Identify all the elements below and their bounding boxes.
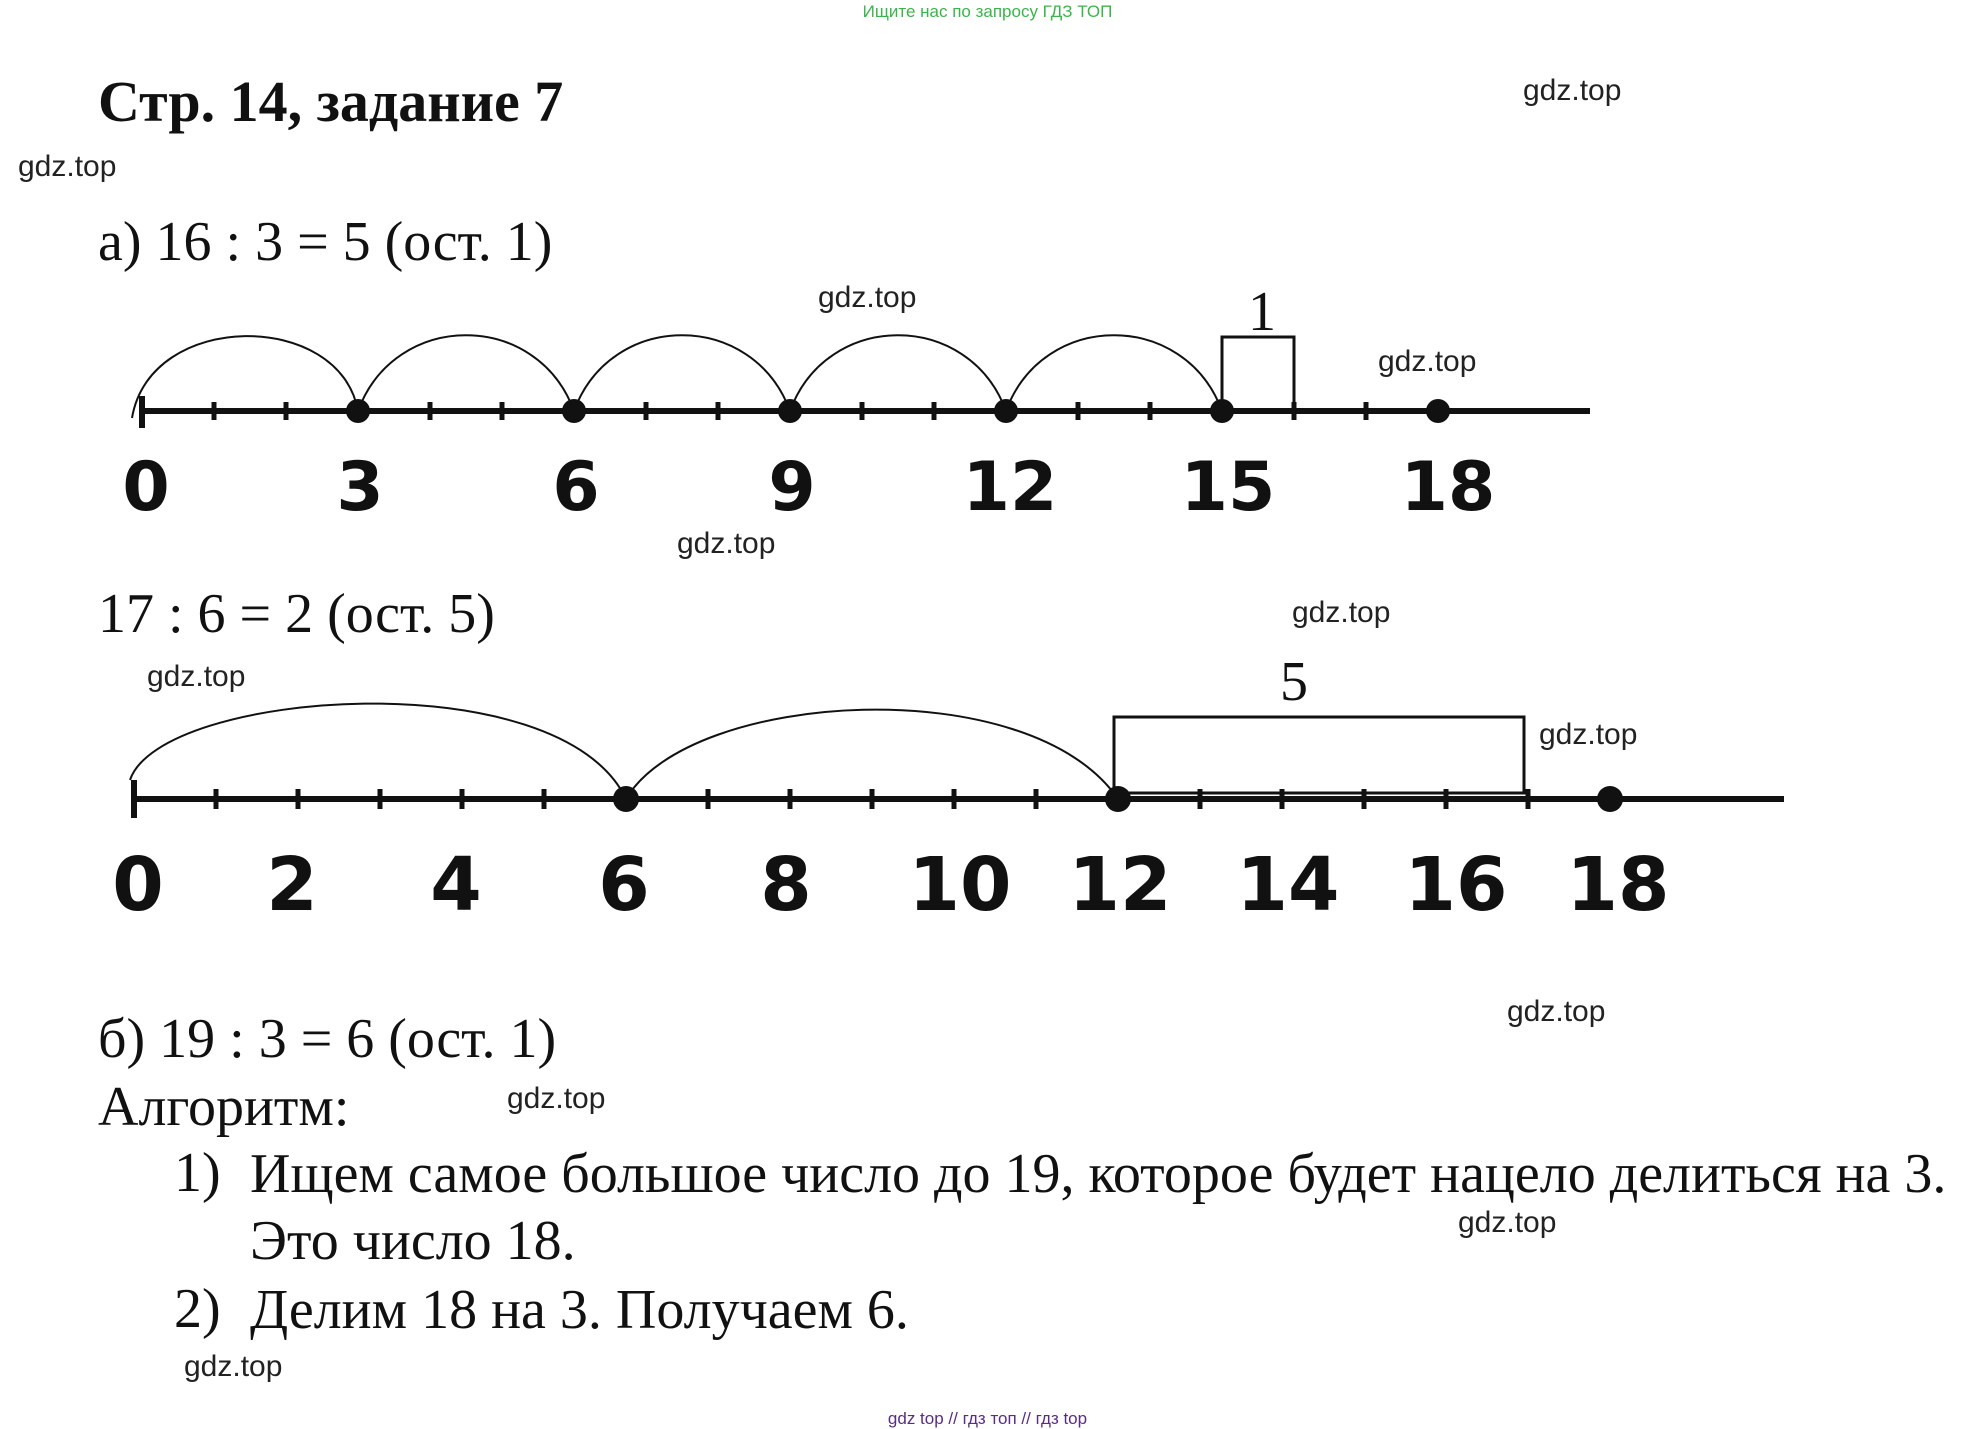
line-b-label-10: 10 (908, 842, 1012, 928)
line-b-label-14: 14 (1236, 842, 1340, 928)
algorithm-heading: Алгоритм: (98, 1076, 350, 1138)
number-line-a-labels (122, 448, 1495, 527)
remainder-label-a: 1 (1248, 281, 1276, 343)
step-1-text: Ищем самое большое число до 19, которое будет нацело делиться на 3. Это число 18. (250, 1143, 1947, 1272)
watermark: gdz.top (818, 281, 917, 314)
line-b-label-0: 0 (112, 842, 164, 928)
number-line-a-points (346, 399, 1450, 423)
step-2-number: 2) (174, 1278, 221, 1340)
line-a-label-12: 12 (962, 448, 1058, 527)
watermark: gdz.top (1539, 718, 1638, 751)
watermark: gdz.top (1292, 596, 1391, 629)
watermark: gdz.top (18, 150, 117, 183)
line-b-label-12: 12 (1068, 842, 1172, 928)
line-a-label-15: 15 (1180, 448, 1276, 527)
equation-b: б) 19 : 3 = 6 (ост. 1) (98, 1008, 557, 1070)
line-b-label-18: 18 (1566, 842, 1670, 928)
line-a-label-18: 18 (1400, 448, 1496, 527)
step-2-text: Делим 18 на 3. Получаем 6. (250, 1279, 909, 1341)
watermark: gdz.top (507, 1082, 606, 1115)
line-b-label-2: 2 (266, 842, 318, 928)
watermark: gdz.top (1523, 74, 1622, 107)
line-b-label-4: 4 (430, 842, 482, 928)
number-line-a-axis (142, 396, 1590, 428)
remainder-box-b (1114, 717, 1524, 793)
remainder-label-b: 5 (1280, 651, 1308, 713)
line-a-label-3: 3 (336, 448, 384, 527)
number-line-b-axis (134, 780, 1784, 818)
step-1-number: 1) (174, 1142, 221, 1204)
line-b-label-6: 6 (598, 842, 650, 928)
line-a-label-0: 0 (122, 448, 170, 527)
number-line-a-arcs (132, 335, 1222, 418)
watermark: gdz.top (147, 660, 246, 693)
line-a-label-6: 6 (552, 448, 600, 527)
line-b-label-8: 8 (760, 842, 812, 928)
line-a-label-9: 9 (768, 448, 816, 527)
watermark: gdz.top (184, 1350, 283, 1383)
equation-a2: 17 : 6 = 2 (ост. 5) (98, 583, 495, 645)
number-line-b-labels (112, 842, 1669, 928)
watermark: gdz.top (677, 527, 776, 560)
page-title: Стр. 14, задание 7 (98, 69, 564, 134)
number-line-b-arcs (130, 704, 1118, 799)
line-b-label-16: 16 (1404, 842, 1508, 928)
watermark: gdz.top (1507, 995, 1606, 1028)
remainder-box-a (1222, 337, 1294, 411)
watermark: gdz.top (1458, 1206, 1557, 1239)
watermark: gdz.top (1378, 345, 1477, 378)
number-line-b-points (613, 786, 1623, 812)
top-banner[interactable]: Ищите нас по запросу ГДЗ ТОП (862, 2, 1113, 21)
equation-a: а) 16 : 3 = 5 (ост. 1) (98, 211, 553, 273)
footer-links[interactable]: gdz top // гдз топ // гдз top (887, 1409, 1088, 1428)
